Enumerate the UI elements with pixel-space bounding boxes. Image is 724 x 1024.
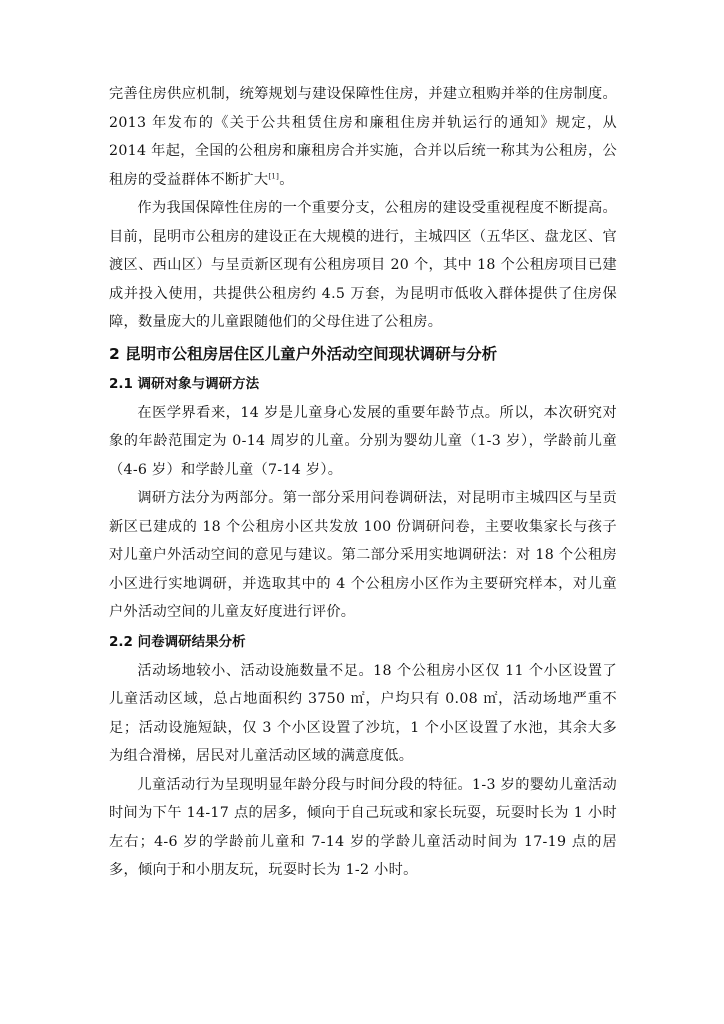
citation-marker: [1]	[268, 171, 280, 180]
paragraph-public-rental-construction: 作为我国保障性住房的一个重要分支，公租房的建设受重视程度不断提高。目前，昆明市公租房的建设正在大规模的进行，主城四区（五华区、盘龙区、官渡区、西山区）与呈贡新区现有公租房项目 20 个，其中 18 个公租房项目已建成并投入使用，共提供公租房约 4.5 万套，为昆明市低收入群体提供了住房保障，数量庞大的儿童跟随他们的父母住进了公租房。	[109, 200, 617, 330]
subsection-heading-2-1: 2.1 调研对象与调研方法	[109, 375, 260, 392]
section-heading-2: 2 昆明市公租房居住区儿童户外活动空间现状调研与分析	[109, 344, 498, 363]
paragraph-research-subjects: 在医学界看来，14 岁是儿童身心发展的重要年龄节点。所以，本次研究对象的年龄范围定为 0-14 周岁的儿童。分别为婴幼儿童（1-3 岁），学龄前儿童（4-6 岁）和学龄儿童（7-14 岁）。	[109, 404, 617, 478]
intro-paragraph-end: 。	[279, 171, 294, 188]
paragraph-activity-behavior: 儿童活动行为呈现明显年龄分段与时间分段的特征。1-3 岁的婴幼儿童活动时间为下午 14-17 点的居多，倾向于自己玩或和家长玩耍，玩耍时长为 1 小时左右；4-6 岁的学龄前儿童和 7-14 岁的学龄儿童活动时间为 17-19 点的居多，倾向于和小朋友玩，玩耍时长为 1-2 小时。	[109, 776, 617, 878]
paragraph-activity-space: 活动场地较小、活动设施数量不足。18 个公租房小区仅 11 个小区设置了儿童活动区域，总占地面积约 3750 ㎡，户均只有 0.08 ㎡，活动场地严重不足；活动设施短缺，仅 3 个小区设置了沙坑，1 个小区设置了水池，其余大多为组合滑梯，居民对儿童活动区域的满意度低。	[109, 662, 617, 764]
subsection-heading-2-2: 2.2 问卷调研结果分析	[109, 633, 246, 650]
intro-paragraph	[109, 80, 617, 194]
intro-paragraph-text: 完善住房供应机制，统筹规划与建设保障性住房，并建立租购并举的住房制度。2013 年发布的《关于公共租赁住房和廉租住房并轨运行的通知》规定，从 2014 年起，全国的公租房和廉租房合并实施，合并以后统一称其为公租房，公租房的受益群体不断扩大	[109, 86, 617, 188]
document-page	[109, 80, 617, 885]
paragraph-research-methods: 调研方法分为两部分。第一部分采用问卷调研法，对昆明市主城四区与呈贡新区已建成的 18 个公租房小区共发放 100 份调研问卷，主要收集家长与孩子对儿童户外活动空间的意见与建议。第二部分采用实地调研法：对 18 个公租房小区进行实地调研，并选取其中的 4 个公租房小区作为主要研究样本，对儿童户外活动空间的儿童友好度进行评价。	[109, 490, 617, 620]
